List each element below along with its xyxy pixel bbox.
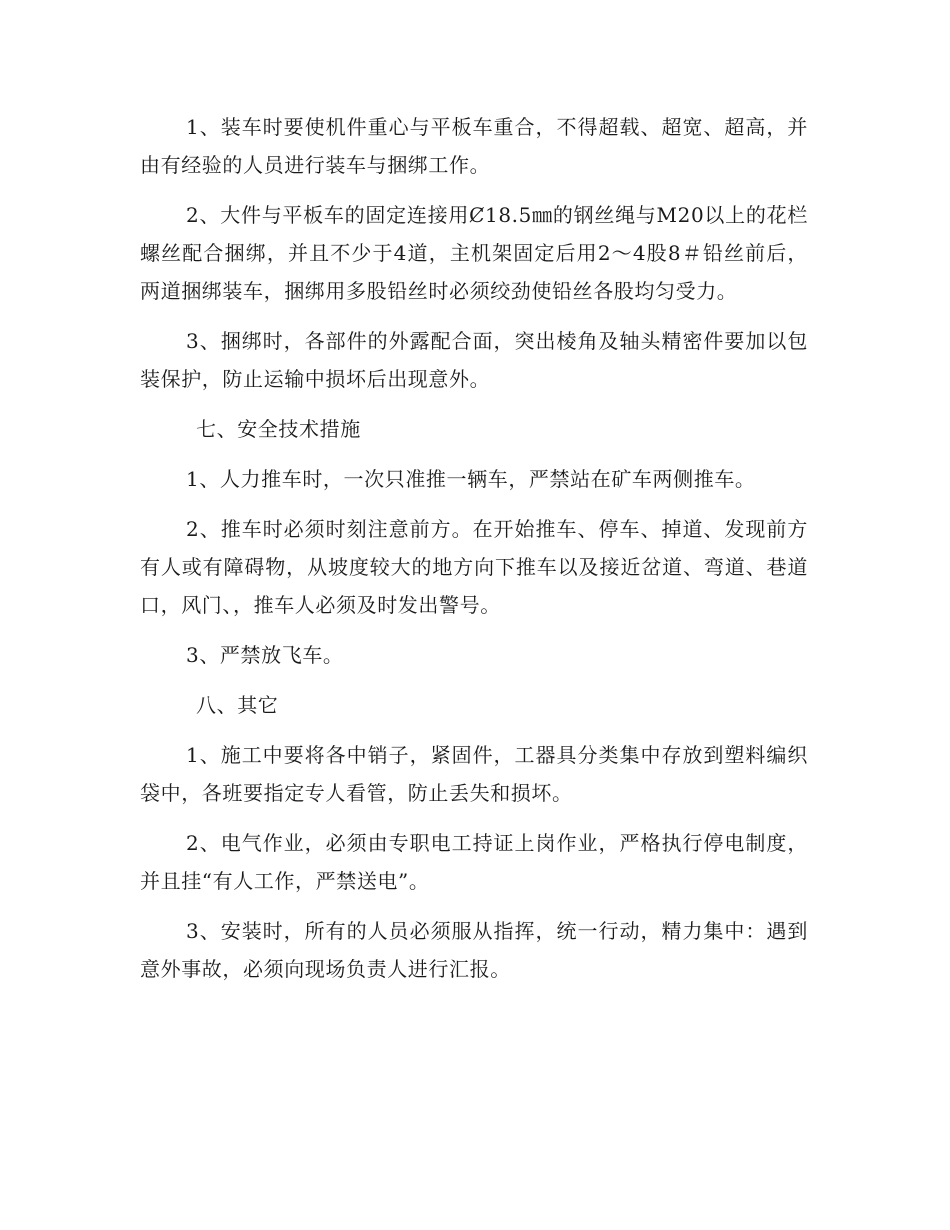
paragraph-loading-1: 1、装车时要使机件重心与平板车重合，不得超载、超宽、超高，并由有经验的人员进行装车与捆绑工作。: [140, 115, 808, 177]
section-heading-safety: 七、安全技术措施: [196, 417, 361, 441]
paragraph-other-2: 2、电气作业，必须由专职电工持证上岗作业，严格执行停电制度，并且挂“有人工作，严禁送电”。: [140, 831, 808, 893]
paragraph-loading-2: 2、大件与平板车的固定连接用Ȼ18.5㎜的钢丝绳与M20以上的花栏螺丝配合捆绑，并且不少于4道，主机架固定后用2～4股8＃铅丝前后，两道捆绑装车，捆绑用多股铅丝时必须绞劲使铅丝各股均匀受力。: [140, 203, 808, 303]
paragraph-other-3: 3、安装时，所有的人员必须服从指挥，统一行动，精力集中：遇到意外事故，必须向现场负责人进行汇报。: [140, 919, 808, 981]
paragraph-loading-3: 3、捆绑时，各部件的外露配合面，突出棱角及轴头精密件要加以包装保护，防止运输中损坏后出现意外。: [140, 329, 808, 391]
paragraph-safety-1: 1、人力推车时，一次只准推一辆车，严禁站在矿车两侧推车。: [186, 467, 756, 491]
section-heading-other: 八、其它: [196, 693, 279, 717]
paragraph-safety-3: 3、严禁放飞车。: [186, 643, 344, 667]
paragraph-other-1: 1、施工中要将各中销子，紧固件，工器具分类集中存放到塑料编织袋中，各班要指定专人看管，防止丢失和损坏。: [140, 743, 808, 805]
document-body: [140, 108, 808, 988]
paragraph-safety-2: 2、推车时必须时刻注意前方。在开始推车、停车、掉道、发现前方有人或有障碍物，从坡度较大的地方向下推车以及接近岔道、弯道、巷道口，风门、，推车人必须及时发出警号。: [140, 517, 808, 617]
